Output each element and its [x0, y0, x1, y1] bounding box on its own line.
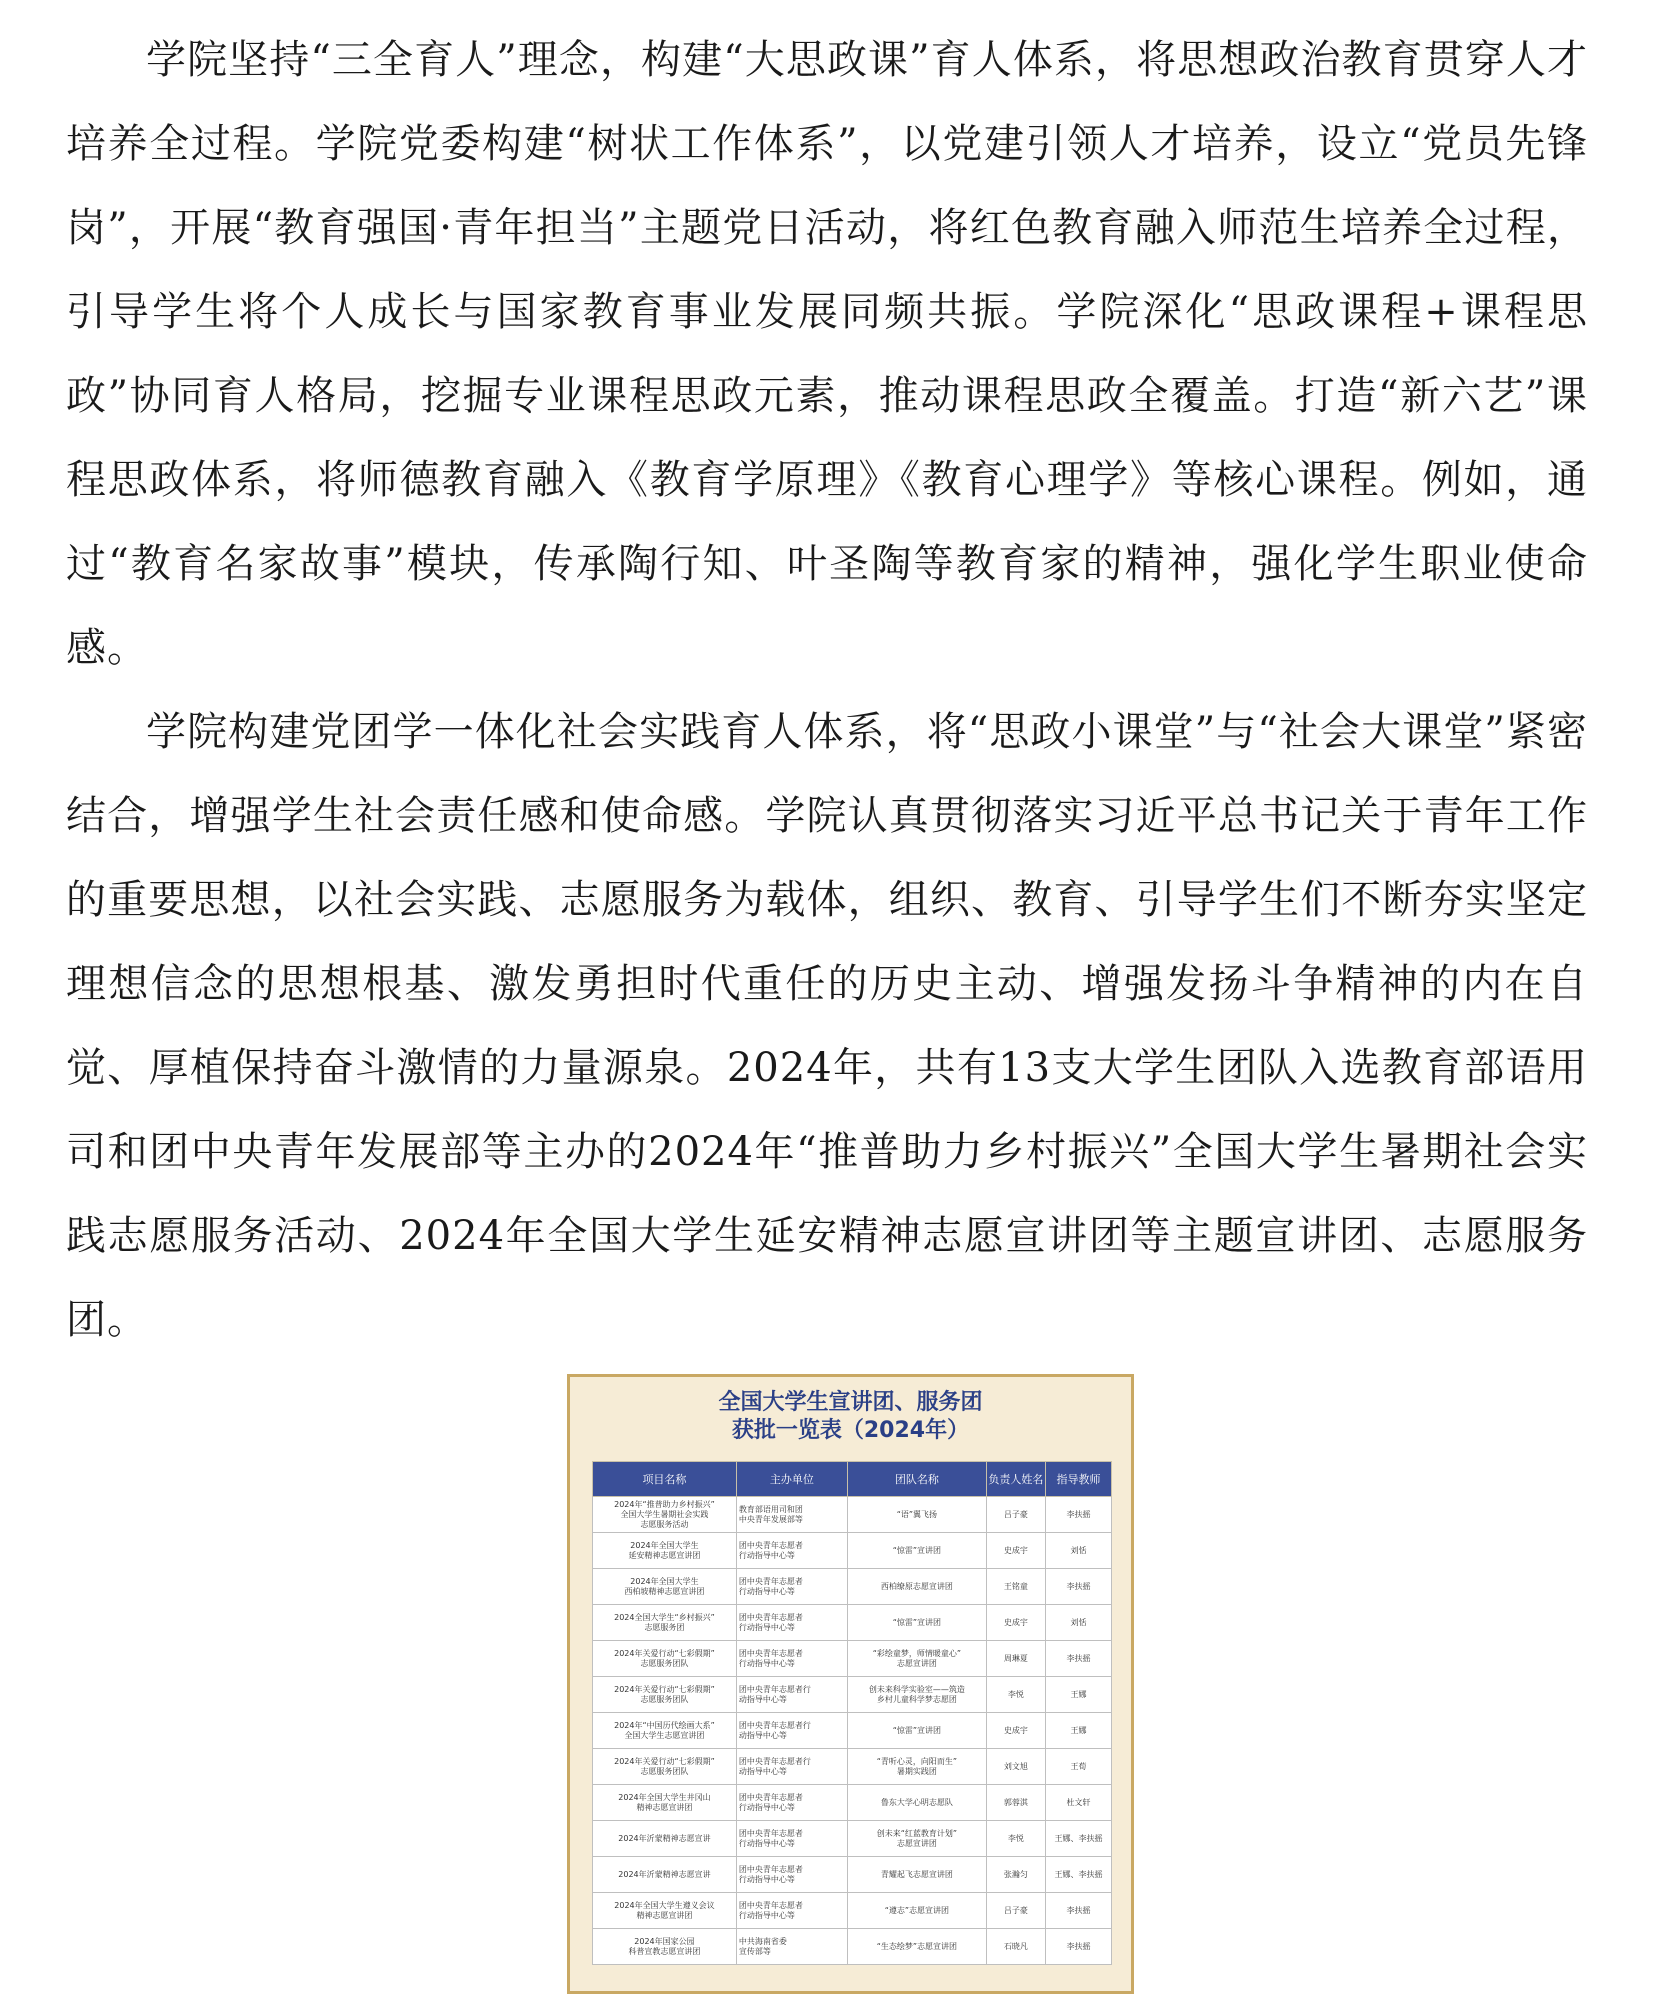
header-leader: 负责人姓名	[986, 1462, 1045, 1497]
leader-cell: 吕子豪	[986, 1893, 1045, 1929]
table-body	[593, 1497, 1112, 1965]
advisor-cell: 李扶摇	[1045, 1497, 1111, 1533]
team-name-cell: “语”翼飞扬	[847, 1497, 986, 1533]
table-row	[593, 1605, 1112, 1641]
advisor-cell: 李扶摇	[1045, 1641, 1111, 1677]
leader-cell: 李悦	[986, 1821, 1045, 1857]
table-row	[593, 1749, 1112, 1785]
advisor-cell: 王娜	[1045, 1713, 1111, 1749]
organizer-cell: 团中央青年志愿者 行动指导中心等	[736, 1857, 847, 1893]
advisor-cell: 李扶摇	[1045, 1929, 1111, 1965]
project-name-cell: 2024年关爱行动“七彩假期” 志愿服务团队	[593, 1641, 737, 1677]
team-name-cell: 鲁东大学心明志愿队	[847, 1785, 986, 1821]
paragraph-2-text: 学院构建党团学一体化社会实践育人体系，将“思政小课堂”与“社会大课堂”紧密结合，增强学生社会责任感和使命感。学院认真贯彻落实习近平总书记关于青年工作的重要思想，以社会实践、志愿服务为载体，组织、教育、引导学生们不断夯实坚定理想信念的思想根基、激发勇担时代重任的历史主动、增强发扬斗争精神的内在自觉、厚植保持奋斗激情的力量源泉。2024年，共有13支大学生团队入选教育部语用司和团中央青年发展部等主办的2024年“推普助力乡村振兴”全国大学生暑期社会实践志愿服务活动、2024年全国大学生延安精神志愿宣讲团等主题宣讲团、志愿服务团。	[66, 709, 1588, 1343]
leader-cell: 周琳夏	[986, 1641, 1045, 1677]
leader-cell: 张瀚匀	[986, 1857, 1045, 1893]
leader-cell: 刘文旭	[986, 1749, 1045, 1785]
project-name-cell: 2024年全国大学生井冈山 精神志愿宣讲团	[593, 1785, 737, 1821]
project-name-cell: 2024年全国大学生遵义会议 精神志愿宣讲团	[593, 1893, 737, 1929]
advisor-cell: 杜文轩	[1045, 1785, 1111, 1821]
project-name-cell: 2024年沂蒙精神志愿宣讲	[593, 1821, 737, 1857]
organizer-cell: 团中央青年志愿者 行动指导中心等	[736, 1569, 847, 1605]
figure-title-line-2: 获批一览表（2024年）	[731, 1418, 970, 1443]
table-header-row	[593, 1462, 1112, 1497]
table-row	[593, 1929, 1112, 1965]
approval-list-figure	[567, 1374, 1134, 1994]
advisor-cell: 刘恬	[1045, 1605, 1111, 1641]
header-organizer: 主办单位	[736, 1462, 847, 1497]
table-row	[593, 1641, 1112, 1677]
table-row	[593, 1569, 1112, 1605]
team-name-cell: “惊雷”宣讲团	[847, 1713, 986, 1749]
team-name-cell: “彩绘童梦，师情暖童心” 志愿宣讲团	[847, 1641, 986, 1677]
organizer-cell: 团中央青年志愿者 行动指导中心等	[736, 1821, 847, 1857]
leader-cell: 史成宇	[986, 1605, 1045, 1641]
team-name-cell: “生态绘梦”志愿宣讲团	[847, 1929, 986, 1965]
table-row	[593, 1533, 1112, 1569]
advisor-cell: 李扶摇	[1045, 1893, 1111, 1929]
team-name-cell: 青耀起飞志愿宣讲团	[847, 1857, 986, 1893]
table-row	[593, 1893, 1112, 1929]
table-row	[593, 1713, 1112, 1749]
paragraph-1	[66, 18, 1588, 690]
organizer-cell: 团中央青年志愿者 行动指导中心等	[736, 1533, 847, 1569]
paragraph-2	[66, 690, 1588, 1362]
team-name-cell: “遵志”志愿宣讲团	[847, 1893, 986, 1929]
project-name-cell: 2024年“中国历代绘画大系” 全国大学生志愿宣讲团	[593, 1713, 737, 1749]
team-name-cell: 创未来科学实验室——筑造 乡村儿童科学梦志愿团	[847, 1677, 986, 1713]
header-project-name: 项目名称	[593, 1462, 737, 1497]
project-name-cell: 2024全国大学生“乡村振兴” 志愿服务团	[593, 1605, 737, 1641]
leader-cell: 史成宇	[986, 1713, 1045, 1749]
leader-cell: 石晓凡	[986, 1929, 1045, 1965]
leader-cell: 王铭童	[986, 1569, 1045, 1605]
advisor-cell: 李扶摇	[1045, 1569, 1111, 1605]
table-row	[593, 1677, 1112, 1713]
table-row	[593, 1785, 1112, 1821]
project-name-cell: 2024年关爱行动“七彩假期” 志愿服务团队	[593, 1749, 737, 1785]
paragraph-1-text: 学院坚持“三全育人”理念，构建“大思政课”育人体系，将思想政治教育贯穿人才培养全过程。学院党委构建“树状工作体系”，以党建引领人才培养，设立“党员先锋岗”，开展“教育强国·青年担当”主题党日活动，将红色教育融入师范生培养全过程，引导学生将个人成长与国家教育事业发展同频共振。学院深化“思政课程+课程思政”协同育人格局，挖掘专业课程思政元素，推动课程思政全覆盖。打造“新六艺”课程思政体系，将师德教育融入《教育学原理》《教育心理学》等核心课程。例如，通过“教育名家故事”模块，传承陶行知、叶圣陶等教育家的精神，强化学生职业使命感。	[66, 37, 1588, 671]
project-name-cell: 2024年全国大学生 西柏坡精神志愿宣讲团	[593, 1569, 737, 1605]
project-name-cell: 2024年关爱行动“七彩假期” 志愿服务团队	[593, 1677, 737, 1713]
team-name-cell: “惊雷”宣讲团	[847, 1533, 986, 1569]
team-name-cell: 西柏缭原志愿宣讲团	[847, 1569, 986, 1605]
team-name-cell: 创未来“红蓝教育计划” 志愿宣讲团	[847, 1821, 986, 1857]
leader-cell: 史成宇	[986, 1533, 1045, 1569]
approval-table	[592, 1461, 1112, 1965]
leader-cell: 郭蓉淇	[986, 1785, 1045, 1821]
header-advisor: 指导教师	[1045, 1462, 1111, 1497]
project-name-cell: 2024年全国大学生 延安精神志愿宣讲团	[593, 1533, 737, 1569]
organizer-cell: 教育部语用司和团 中央青年发展部等	[736, 1497, 847, 1533]
leader-cell: 吕子豪	[986, 1497, 1045, 1533]
table-row	[593, 1821, 1112, 1857]
organizer-cell: 团中央青年志愿者行 动指导中心等	[736, 1677, 847, 1713]
table-row	[593, 1497, 1112, 1533]
header-team-name: 团队名称	[847, 1462, 986, 1497]
leader-cell: 李悦	[986, 1677, 1045, 1713]
advisor-cell: 刘恬	[1045, 1533, 1111, 1569]
organizer-cell: 团中央青年志愿者 行动指导中心等	[736, 1641, 847, 1677]
organizer-cell: 团中央青年志愿者 行动指导中心等	[736, 1785, 847, 1821]
project-name-cell: 2024年“推普助力乡村振兴” 全国大学生暑期社会实践 志愿服务活动	[593, 1497, 737, 1533]
advisor-cell: 王娜、李扶摇	[1045, 1821, 1111, 1857]
organizer-cell: 团中央青年志愿者 行动指导中心等	[736, 1605, 847, 1641]
team-name-cell: “青听心灵，向阳而生” 暑期实践团	[847, 1749, 986, 1785]
organizer-cell: 中共海南省委 宣传部等	[736, 1929, 847, 1965]
advisor-cell: 王娜	[1045, 1677, 1111, 1713]
team-name-cell: “惊雷”宣讲团	[847, 1605, 986, 1641]
project-name-cell: 2024年国家公园 科普宣教志愿宣讲团	[593, 1929, 737, 1965]
figure-title-line-1: 全国大学生宣讲团、服务团	[718, 1390, 983, 1415]
organizer-cell: 团中央青年志愿者行 动指导中心等	[736, 1713, 847, 1749]
advisor-cell: 王荀	[1045, 1749, 1111, 1785]
table-row	[593, 1857, 1112, 1893]
article-body	[66, 18, 1588, 1362]
organizer-cell: 团中央青年志愿者 行动指导中心等	[736, 1893, 847, 1929]
advisor-cell: 王娜、李扶摇	[1045, 1857, 1111, 1893]
project-name-cell: 2024年沂蒙精神志愿宣讲	[593, 1857, 737, 1893]
figure-title	[570, 1377, 1131, 1449]
organizer-cell: 团中央青年志愿者行 动指导中心等	[736, 1749, 847, 1785]
